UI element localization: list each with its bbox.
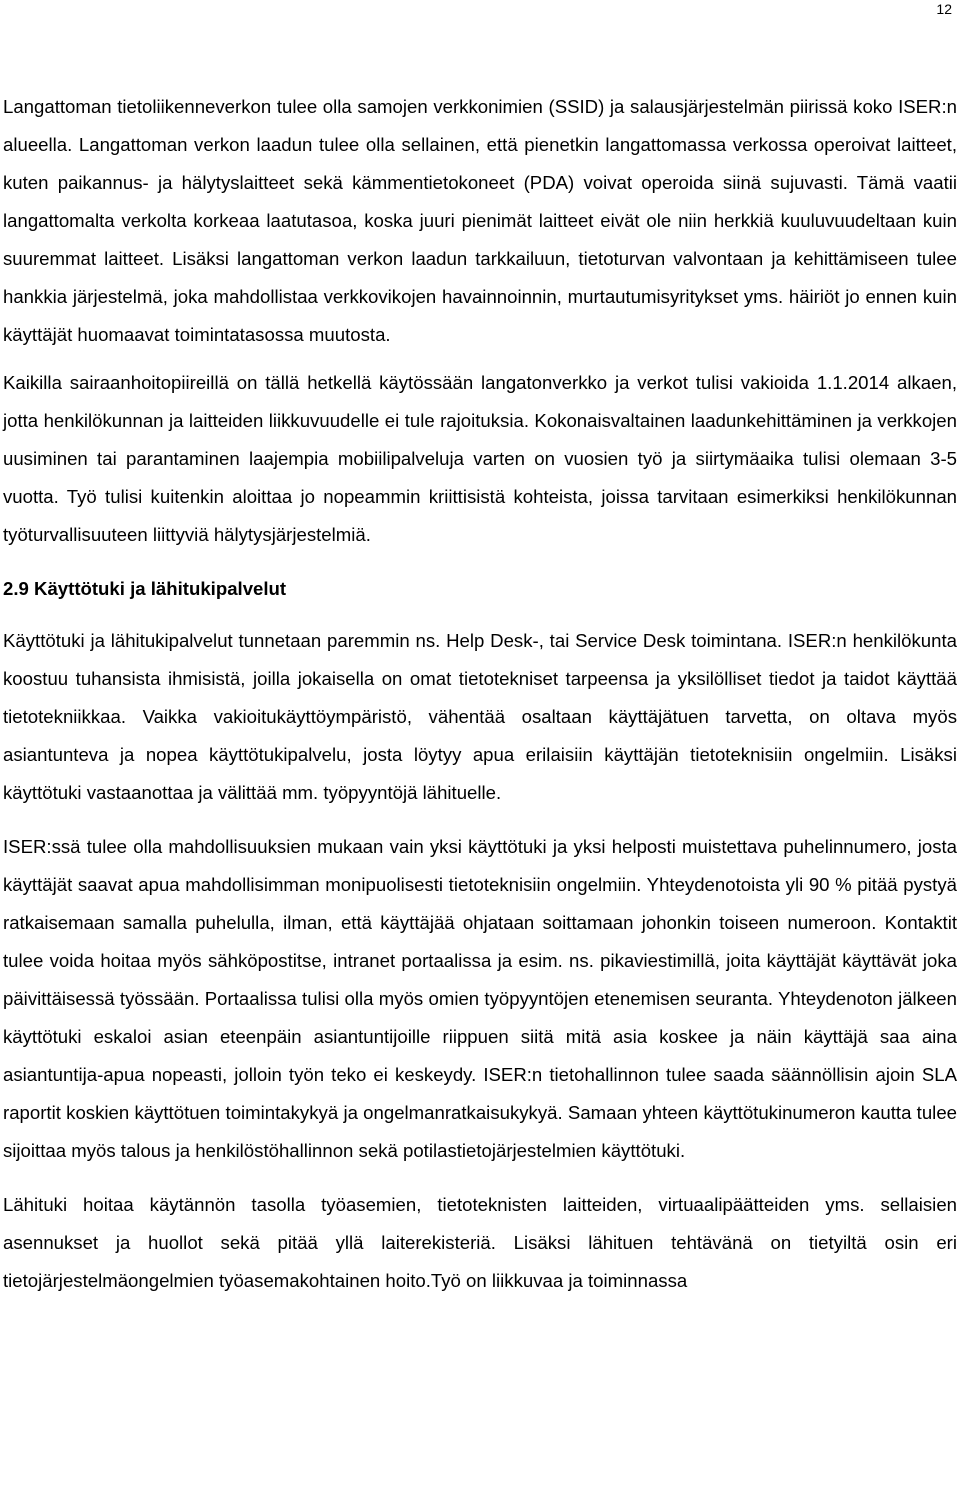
paragraph-single-helpdesk: ISER:ssä tulee olla mahdollisuuksien mukaan vain yksi käyttötuki ja yksi helposti muistettava puhelinnumero, josta käyttäjät saavat apua mahdollisimman monipuolisesti tietoteknisiin ongelmiin. Yhteydenotoista yli 90 % pitää pystyä ratkaisemaan samalla puhelulla, ilman, että käyttäjää ohjataan soittamaan johonkin toiseen numeroon. Kontaktit tulee voida hoitaa myös sähköpostitse, intranet portaalissa ja esim. ns. pikaviestimillä, joita käyttäjät käyttävät joka päivittäisessä työssään. Portaalissa tulisi olla myös omien työpyyntöjen etenemisen seuranta. Yhteydenoton jälkeen käyttötuki eskaloi asian eteenpäin asiantuntijoille riippuen siitä mitä asia koskee ja näin käyttäjä saa aina asiantuntija-apua nopeasti, jolloin työn teko ei keskeydy. ISER:n tietohallinnon tulee saada säännöllisin ajoin SLA raportit koskien käyttötuen toimintakykyä ja ongelmanratkaisukykyä. Samaan yhteen käyttötukinumeron kautta tulee sijoittaa myös talous ja henkilöstöhallinnon sekä potilastietojärjestelmien käyttötuki. (3, 836, 957, 1161)
paragraph-wireless-network: Langattoman tietoliikenneverkon tulee olla samojen verkkonimien (SSID) ja salausjärjestelmän piirissä koko ISER:n alueella. Langattoman verkon laadun tulee olla sellainen, että pienetkin langattomassa verkossa operoivat laitteet, kuten paikannus- ja hälytyslaitteet sekä kämmentietokoneet (PDA) voivat operoida siinä sujuvasti. Tämä vaatii langattomalta verkolta korkeaa laatutasoa, koska juuri pienimät laitteet eivät ole niin herkkiä kuuluvuudeltaan kuin suuremmat laitteet. Lisäksi langattoman verkon laadun tarkkailuun, tietoturvan valvontaan ja kehittämiseen tulee hankkia järjestelmä, joka mahdollistaa verkkovikojen havainnoinnin, murtautumisyritykset yms. häiriöt jo ennen kuin käyttäjät huomaavat toimintatasossa muutosta. (3, 96, 957, 345)
section-heading: 2.9 Käyttötuki ja lähitukipalvelut (3, 578, 287, 599)
paragraph-user-support-intro: Käyttötuki ja lähitukipalvelut tunnetaan paremmin ns. Help Desk-, tai Service Desk toimintana. ISER:n henkilökunta koostuu tuhansista ihmisistä, joilla jokaisella on omat tietotekniset tarpeensa ja yksilölliset tiedot ja taidot käyttää tietotekniikkaa. Vaikka vakioitukäyttöympäristö, vähentää osaltaan käyttäjätuen tarvetta, on oltava myös asiantunteva ja nopea käyttötukipalvelu, josta löytyy apua erilaisiin käyttäjän tietoteknisiin ongelmiin. Lisäksi käyttötuki vastaanottaa ja välittää mm. työpyyntöjä lähituelle. (3, 630, 957, 803)
document-body (3, 88, 957, 1300)
page-number: 12 (936, 1, 952, 17)
paragraph-local-support: Lähituki hoitaa käytännön tasolla työasemien, tietoteknisten laitteiden, virtuaalipäätteiden yms. sellaisien asennukset ja huollot sekä pitää yllä laiterekisteriä. Lisäksi lähituen tehtävänä on tietyiltä osin eri tietojärjestelmäongelmien työasemakohtainen hoito.Työ on liikkuvaa ja toiminnassa (3, 1194, 957, 1291)
paragraph-hospital-districts: Kaikilla sairaanhoitopiireillä on tällä hetkellä käytössään langatonverkko ja verkot tulisi vakioida 1.1.2014 alkaen, jotta henkilökunnan ja laitteiden liikkuvuudelle ei tule rajoituksia. Kokonaisvaltainen laadunkehittäminen ja verkkojen uusiminen tai parantaminen laajempia mobiilipalveluja varten on vuosien työ ja siirtymäaika tulisi olemaan 3-5 vuotta. Työ tulisi kuitenkin aloittaa jo nopeammin kriittisistä kohteista, joissa tarvitaan esimerkiksi henkilökunnan työturvallisuuteen liittyviä hälytysjärjestelmiä. (3, 372, 957, 545)
